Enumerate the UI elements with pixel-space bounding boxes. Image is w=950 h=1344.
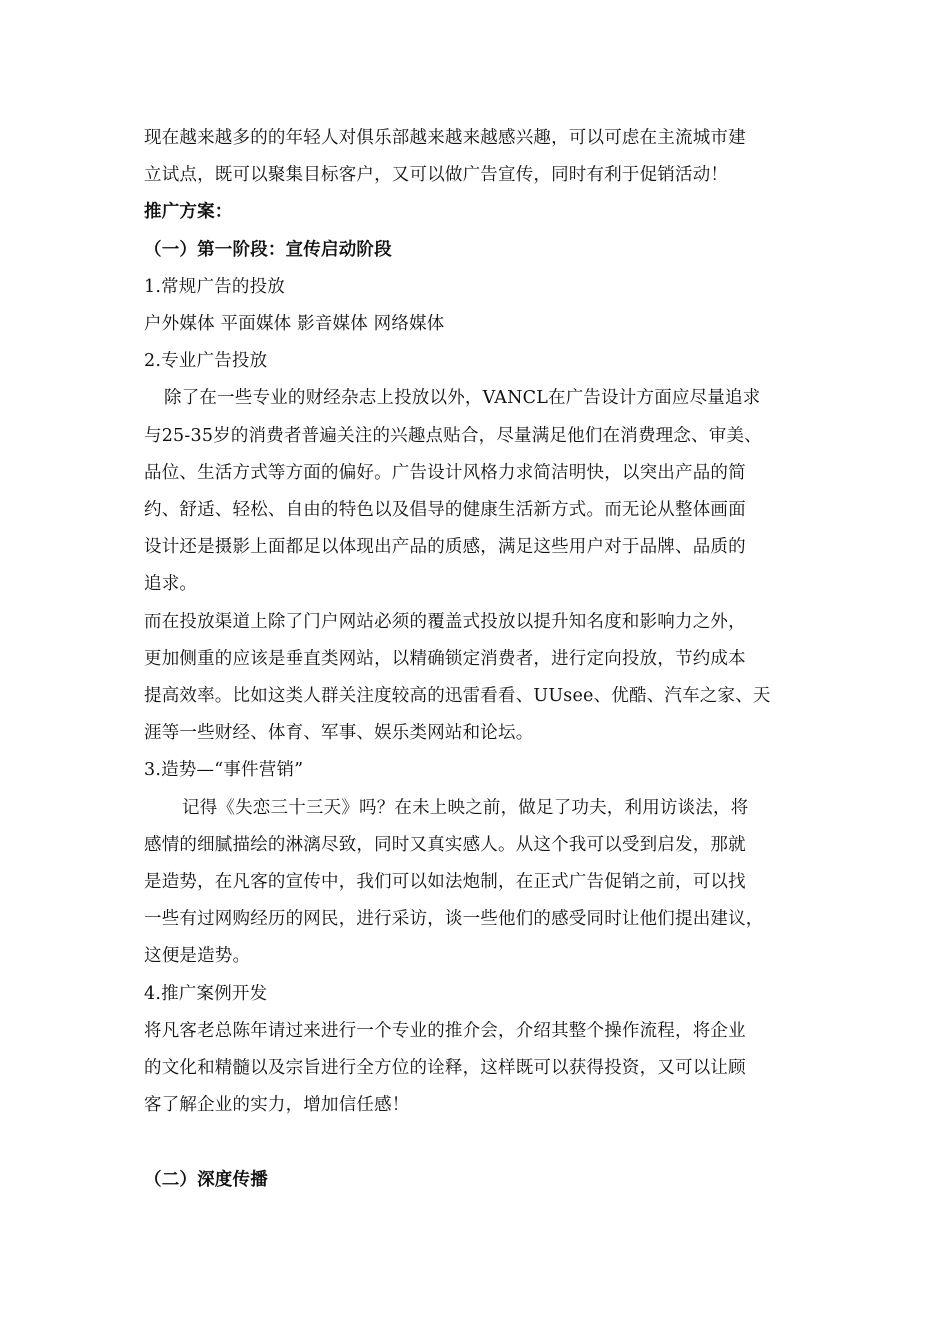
item1-media: 户外媒体 平面媒体 影音媒体 网络媒体 xyxy=(144,314,445,335)
item2-para2-line: 更加侧重的应该是垂直类网站，以精确锁定消费者，进行定向投放，节约成本 xyxy=(144,648,746,669)
item2-para1-line: 设计还是摄影上面都足以体现出产品的质感，满足这些用户对于品牌、品质的 xyxy=(144,537,746,558)
promo-title: 推广方案： xyxy=(144,202,233,223)
item2-para1-line: 品位、生活方式等方面的偏好。广告设计风格力求简洁明快，以突出产品的简 xyxy=(144,462,746,483)
item3-para-line: 感情的细腻描绘的淋漓尽致，同时又真实感人。从这个我可以受到启发，那就 xyxy=(144,834,746,855)
item2-para1-line: 追求。 xyxy=(144,574,198,595)
item2-title: 2.专业广告投放 xyxy=(144,351,268,372)
document-body xyxy=(144,120,824,1199)
stage2-title: （二）深度传播 xyxy=(144,1169,268,1190)
item4-para-line: 将凡客老总陈年请过来进行一个专业的推介会，介绍其整个操作流程，将企业 xyxy=(144,1020,746,1041)
item1-title: 1.常规广告的投放 xyxy=(144,276,285,297)
item2-para1-line: 除了在一些专业的财经杂志上投放以外，VANCL在广告设计方面应尽量追求 xyxy=(164,388,761,409)
item2-para2-line: 而在投放渠道上除了门户网站必须的覆盖式投放以提升知名度和影响力之外， xyxy=(144,611,746,632)
item3-para-line: 这便是造势。 xyxy=(144,946,251,967)
item2-para1-line: 与25-35岁的消费者普遍关注的兴趣点贴合，尽量满足他们在消费理念、审美、 xyxy=(144,425,762,446)
item4-para-line: 的文化和精髓以及宗旨进行全方位的诠释，这样既可以获得投资，又可以让顾 xyxy=(144,1058,746,1079)
intro-line-1: 现在越来越多的的年轻人对俱乐部越来越来越感兴趣，可以可虑在主流城市建 xyxy=(144,128,746,148)
item3-para-line: 一些有过网购经历的网民，进行采访，谈一些他们的感受同时让他们提出建议， xyxy=(144,909,764,930)
item2-para2-line: 提高效率。比如这类人群关注度较高的迅雷看看、UUsee、优酷、汽车之家、天 xyxy=(144,686,771,707)
item4-para-line: 客了解企业的实力，增加信任感！ xyxy=(144,1095,410,1116)
item3-title: 3.造势—“事件营销” xyxy=(144,760,304,781)
item4-title: 4.推广案例开发 xyxy=(144,983,268,1004)
item2-para1-line: 约、舒适、轻松、自由的特色以及倡导的健康生活新方式。而无论从整体画面 xyxy=(144,500,746,521)
intro-line-2: 立试点，既可以聚集目标客户，又可以做广告宣传，同时有利于促销活动！ xyxy=(144,165,729,186)
item2-para2-line: 涯等一些财经、体育、军事、娱乐类网站和论坛。 xyxy=(144,723,534,744)
item3-para-line: 是造势，在凡客的宣传中，我们可以如法炮制，在正式广告促销之前，可以找 xyxy=(144,872,746,893)
stage1-title: （一）第一阶段：宣传启动阶段 xyxy=(144,239,392,260)
item3-para-line: 记得《失恋三十三天》吗？在未上映之前，做足了功夫，利用访谈法，将 xyxy=(182,797,749,818)
blank-line xyxy=(144,1124,824,1161)
